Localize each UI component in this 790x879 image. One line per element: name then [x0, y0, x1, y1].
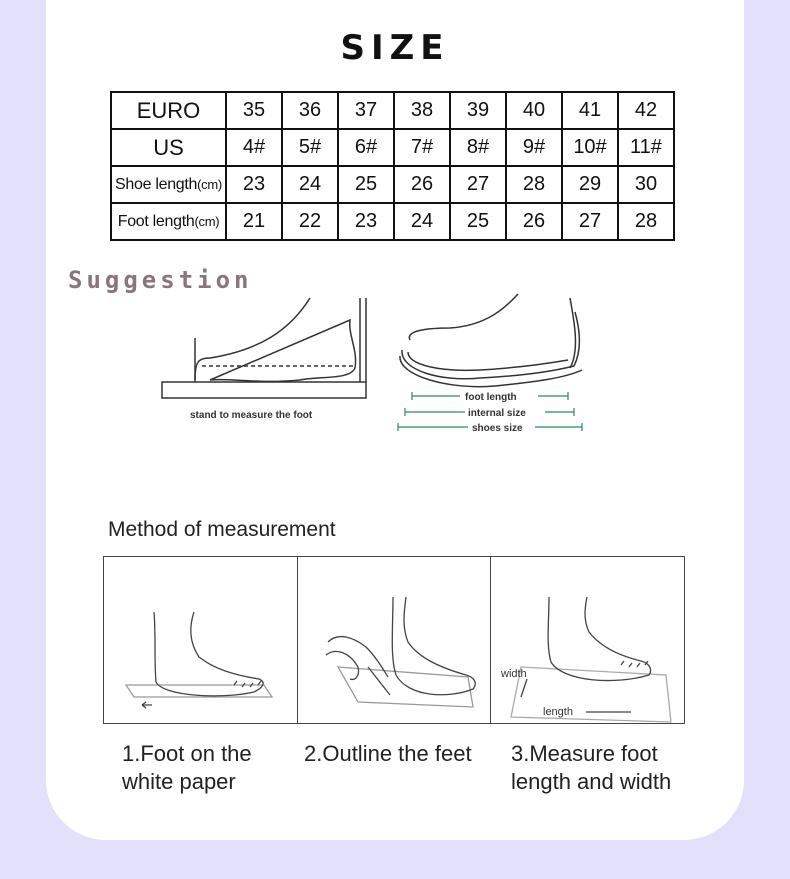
table-cell: 24	[282, 166, 338, 203]
table-cell: 22	[282, 203, 338, 240]
table-cell: 27	[450, 166, 506, 203]
row-header-unit: (cm)	[194, 213, 220, 229]
shoe-illustration	[400, 294, 582, 387]
suggestion-heading: Suggestion	[68, 266, 253, 294]
table-cell: 26	[394, 166, 450, 203]
row-header-unit: (cm)	[197, 176, 222, 192]
step-caption-line: length and width	[511, 769, 672, 794]
row-header: US	[111, 129, 226, 166]
row-header	[111, 203, 226, 240]
step-panel-2	[298, 557, 492, 723]
table-cell: 42	[618, 92, 674, 129]
row-header-label: Foot length	[117, 212, 195, 230]
measurement-panels	[103, 556, 685, 724]
table-cell: 7#	[394, 129, 450, 166]
foot-measure-diagram	[150, 290, 600, 450]
table-cell: 37	[338, 92, 394, 129]
step-caption-line: 1.Foot on the	[122, 741, 252, 766]
table-cell: 4#	[226, 129, 282, 166]
step-caption-line: 3.Measure foot	[511, 741, 658, 766]
table-row	[111, 92, 674, 129]
row-header: EURO	[111, 92, 226, 129]
step-caption-1	[122, 740, 252, 796]
page-title: SIZE	[340, 28, 450, 68]
length-label: length	[543, 706, 574, 718]
step-panel-1	[104, 557, 298, 723]
shoes-size-label: shoes size	[472, 423, 523, 434]
table-cell: 28	[506, 166, 562, 203]
step-panel-3	[491, 557, 684, 723]
table-cell: 25	[338, 166, 394, 203]
table-cell: 30	[618, 166, 674, 203]
table-cell: 10#	[562, 129, 618, 166]
table-cell: 5#	[282, 129, 338, 166]
step-caption-line: 2.Outline the feet	[304, 741, 472, 766]
stand-caption: stand to measure the foot	[190, 410, 313, 421]
table-cell: 27	[562, 203, 618, 240]
table-cell: 24	[394, 203, 450, 240]
table-row	[111, 203, 674, 240]
outline-feet-illustration	[298, 557, 491, 723]
foot-on-paper-illustration	[104, 557, 297, 723]
table-cell: 23	[226, 166, 282, 203]
width-label: width	[501, 668, 528, 680]
step-caption-2	[304, 740, 472, 768]
table-cell: 36	[282, 92, 338, 129]
internal-size-label: internal size	[468, 408, 526, 419]
table-cell: 41	[562, 92, 618, 129]
standing-foot-illustration	[162, 298, 366, 398]
table-cell: 6#	[338, 129, 394, 166]
size-table	[110, 91, 675, 241]
row-header-label: Shoe length	[115, 175, 198, 193]
table-cell: 8#	[450, 129, 506, 166]
table-cell: 11#	[618, 129, 674, 166]
table-cell: 21	[226, 203, 282, 240]
table-cell: 9#	[506, 129, 562, 166]
step-caption-3	[511, 740, 671, 796]
table-cell: 26	[506, 203, 562, 240]
table-cell: 35	[226, 92, 282, 129]
table-cell: 25	[450, 203, 506, 240]
method-heading: Method of measurement	[108, 518, 336, 541]
table-cell: 39	[450, 92, 506, 129]
row-header	[111, 166, 226, 203]
table-row	[111, 129, 674, 166]
table-row	[111, 166, 674, 203]
table-cell: 38	[394, 92, 450, 129]
step-caption-line: white paper	[122, 769, 236, 794]
table-cell: 40	[506, 92, 562, 129]
table-cell: 29	[562, 166, 618, 203]
foot-length-label: foot length	[465, 392, 517, 403]
measure-foot-illustration	[491, 557, 684, 723]
table-cell: 28	[618, 203, 674, 240]
table-cell: 23	[338, 203, 394, 240]
